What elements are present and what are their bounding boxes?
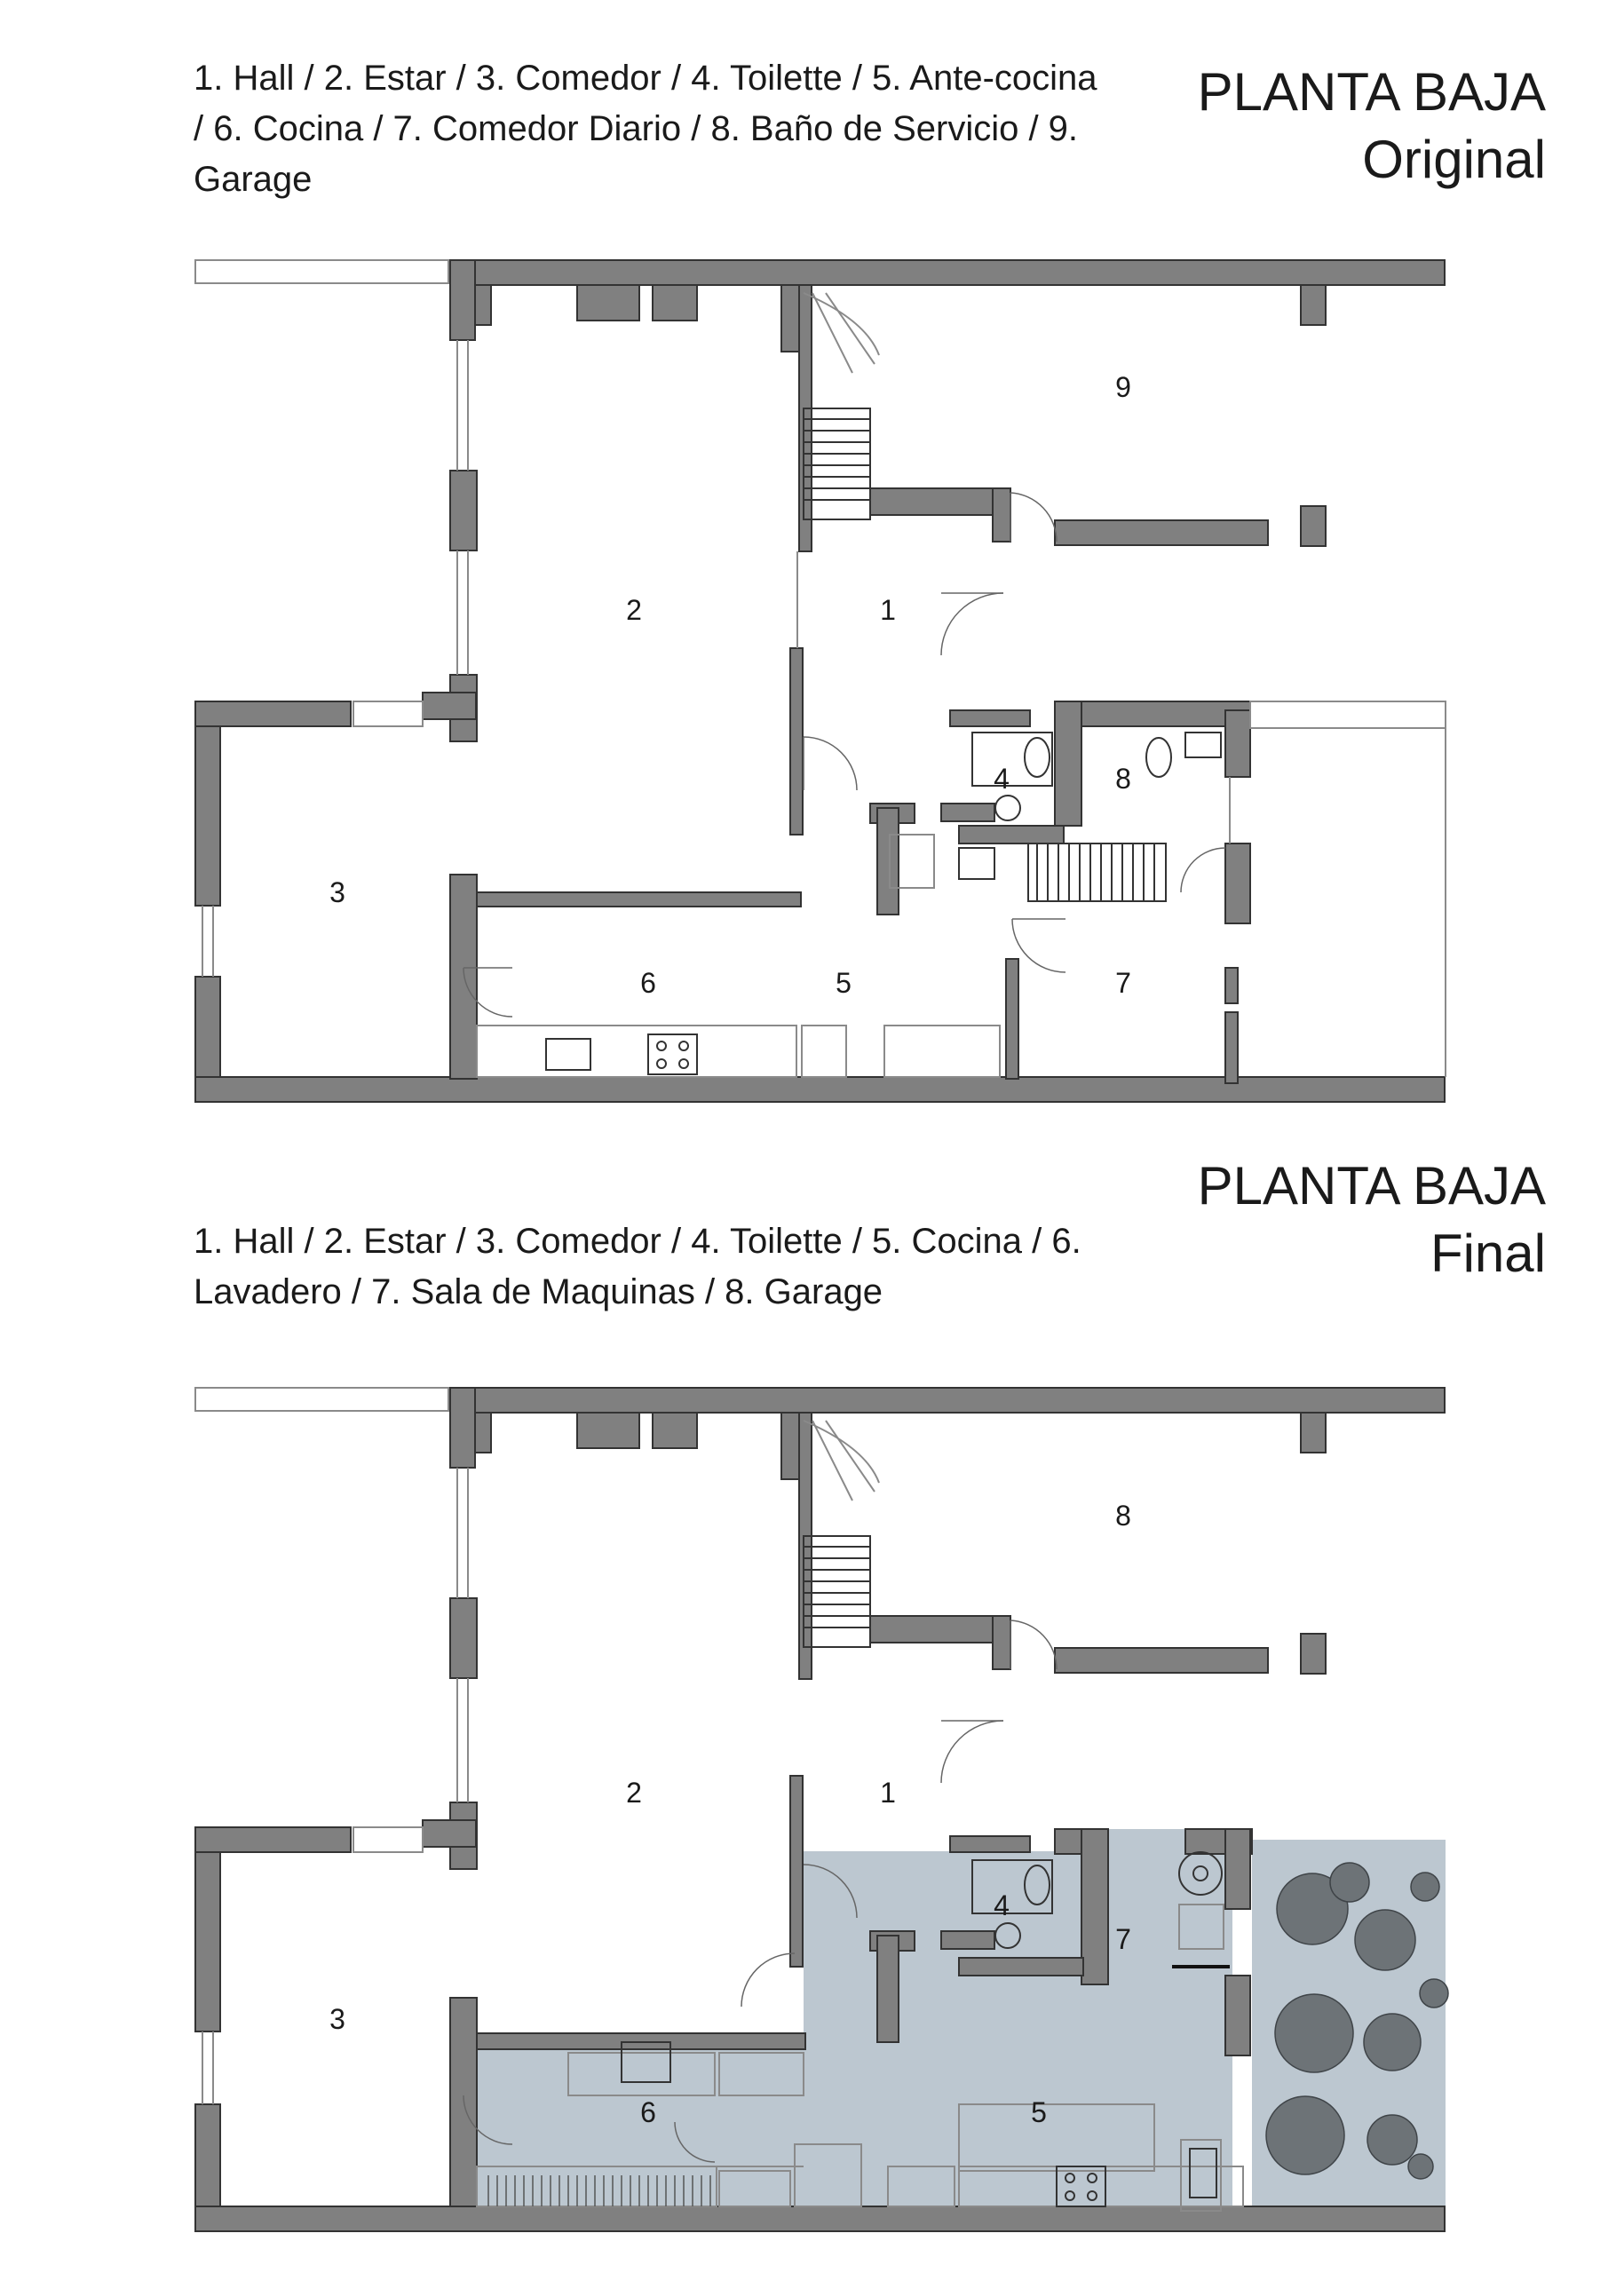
room-number: 9 xyxy=(1115,371,1131,403)
sheet-title-line2: Final xyxy=(1430,1224,1546,1283)
room-number: 2 xyxy=(626,594,642,626)
sheet-title-original xyxy=(1198,59,1546,194)
room-number: 6 xyxy=(640,967,656,999)
door-swings xyxy=(463,493,1225,1017)
sheet-title-line1: PLANTA BAJA xyxy=(1197,1156,1546,1216)
room-number: 4 xyxy=(994,763,1010,795)
room-number: 8 xyxy=(1115,1500,1131,1532)
floor-plan-original xyxy=(0,240,1624,1128)
sheet-title-line1: PLANTA BAJA xyxy=(1197,62,1546,122)
room-number: 8 xyxy=(1115,763,1131,795)
room-number: 1 xyxy=(880,594,896,626)
room-number: 5 xyxy=(1031,2096,1047,2128)
room-number: 4 xyxy=(994,1889,1010,1921)
legend-original xyxy=(194,53,1099,205)
legend-text-final: 1. Hall / 2. Estar / 3. Comedor / 4. Toilette / 5. Cocina / 6. Lavadero / 7. Sala de Maquinas / 8. Garage xyxy=(194,1222,1081,1311)
room-number: 6 xyxy=(640,2096,656,2128)
legend-final xyxy=(194,1216,1099,1318)
floor-plan-final xyxy=(0,1367,1624,2255)
stair xyxy=(804,1421,879,1647)
room-number: 3 xyxy=(329,876,345,908)
sheet-title-final xyxy=(1198,1152,1546,1287)
legend-text-original: 1. Hall / 2. Estar / 3. Comedor / 4. Toilette / 5. Ante-cocina / 6. Cocina / 7. Comedor Diario / 8. Baño de Servicio / 9. Garage xyxy=(194,59,1097,199)
room-number: 7 xyxy=(1115,967,1131,999)
room-number: 7 xyxy=(1115,1923,1131,1955)
room-number: 2 xyxy=(626,1777,642,1809)
room-number: 5 xyxy=(836,967,852,999)
room-number: 1 xyxy=(880,1777,896,1809)
room-number: 3 xyxy=(329,2003,345,2035)
wall xyxy=(450,260,1445,285)
sheet-title-line2: Original xyxy=(1362,130,1546,189)
